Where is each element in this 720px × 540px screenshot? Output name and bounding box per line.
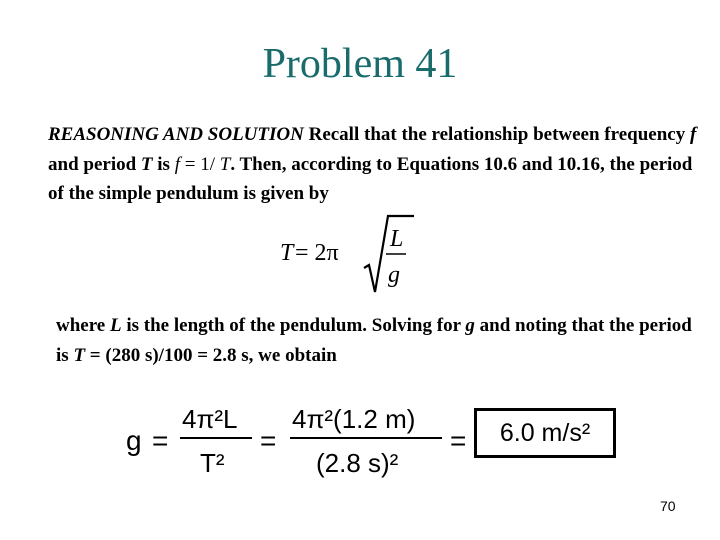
eq2-equals-2: = [260, 425, 277, 456]
slide-title: Problem 41 [262, 41, 458, 87]
para1-text-2: and period [48, 153, 141, 175]
eq1-numerator: L [390, 226, 404, 252]
pendulum-period-equation [280, 212, 420, 298]
inline-eq-lhs: f [174, 153, 180, 175]
inline-eq-middle: = 1/ [180, 153, 220, 175]
para2-text-2: is the length of the pendulum. Solving for [121, 315, 466, 336]
eq2-equals-1: = [152, 425, 169, 456]
solution-paragraph [56, 311, 706, 370]
eq2-frac1-numerator: 4π²L [182, 404, 238, 434]
para2-text-4: = (280 s)/100 = 2.8 s, we obtain [85, 344, 337, 366]
eq2-frac1-denominator: T² [200, 448, 225, 478]
reasoning-paragraph [48, 120, 698, 209]
eq2-equals-3: = [450, 425, 467, 456]
para2-text-1: where [56, 315, 110, 336]
inline-eq-rhs: T [219, 153, 231, 175]
answer-box [474, 408, 616, 458]
inline-frequency-equation [175, 154, 231, 175]
eq1-denominator: g [388, 262, 400, 288]
para1-text-4: . Then, according to Equations 10.6 and 10.16, the period of the simple pendulum is given by [48, 153, 693, 204]
eq2-frac2-denominator: (2.8 s)² [316, 448, 399, 478]
eq1-lhs: T [280, 240, 294, 266]
eq1-two-pi: = 2π [295, 240, 339, 266]
reasoning-heading: REASONING AND SOLUTION [48, 124, 304, 145]
gravity-calculation-equation [120, 392, 480, 492]
para1-text-3: is [152, 153, 175, 175]
gravity-symbol: g [465, 315, 475, 336]
para1-text-1: Recall that the relationship between frequency [303, 124, 690, 145]
length-symbol: L [110, 315, 122, 336]
period-symbol: T [140, 153, 153, 175]
frequency-symbol: f [689, 124, 697, 145]
page-number: 70 [660, 498, 676, 514]
eq2-frac2-numerator: 4π²(1.2 m) [292, 404, 416, 434]
eq2-lhs: g [126, 425, 142, 456]
period-symbol-2: T [73, 344, 86, 366]
answer-value: 6.0 m/s² [499, 418, 591, 447]
para2-text-3: and noting that the period is [56, 315, 692, 366]
